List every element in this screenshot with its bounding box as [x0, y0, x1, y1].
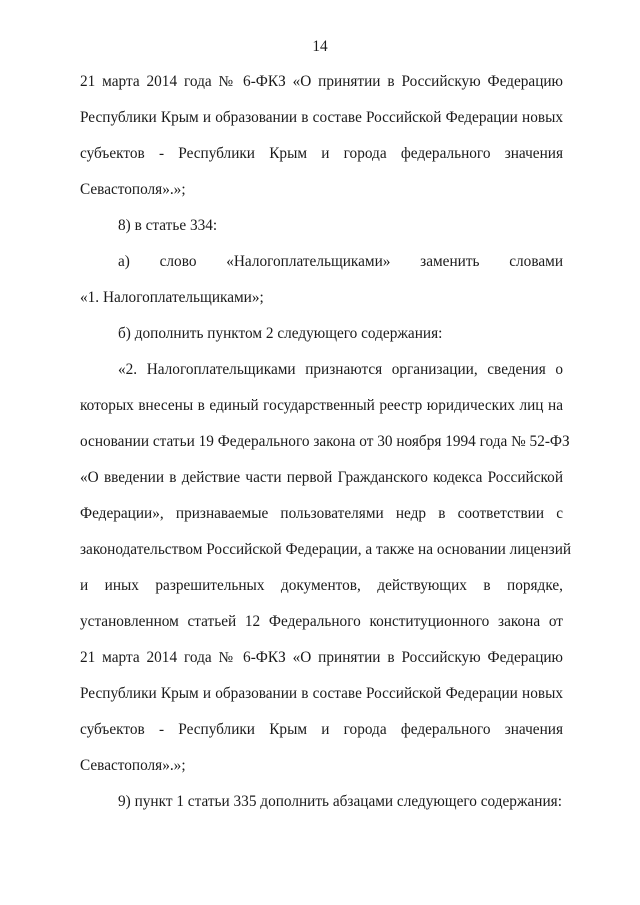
text-line: основании статьи 19 Федерального закона от 30 ноября 1994 года № 52-ФЗ — [80, 433, 570, 450]
page-number: 14 — [312, 38, 328, 55]
text-line: Севастополя».»; — [80, 181, 186, 198]
text-line: и иных разрешительных документов, действующих в порядке, — [80, 577, 563, 594]
text-line: законодательством Российской Федерации, а также на основании лицензий — [80, 541, 572, 558]
text-line: 21 марта 2014 года № 6-ФКЗ «О принятии в Российскую Федерацию — [80, 73, 563, 90]
text-line: «О введении в действие части первой Гражданского кодекса Российской — [80, 469, 563, 486]
text-line: Республики Крым и образовании в составе Российской Федерации новых — [80, 685, 563, 702]
text-line: б) дополнить пунктом 2 следующего содержания: — [118, 325, 443, 342]
text-line: 9) пункт 1 статьи 335 дополнить абзацами следующего содержания: — [118, 793, 562, 810]
text-line: установленном статьей 12 Федерального конституционного закона от — [80, 613, 563, 630]
text-line: 21 марта 2014 года № 6-ФКЗ «О принятии в Российскую Федерацию — [80, 649, 563, 666]
text-line: а) слово «Налогоплательщиками» заменить словами — [118, 253, 563, 270]
text-line: Севастополя».»; — [80, 757, 186, 774]
text-line: субъектов - Республики Крым и города федерального значения — [80, 145, 563, 162]
text-line: которых внесены в единый государственный реестр юридических лиц на — [80, 397, 563, 414]
text-line: Федерации», признаваемые пользователями недр в соответствии с — [80, 505, 563, 522]
text-line: «2. Налогоплательщиками признаются организации, сведения о — [118, 361, 563, 378]
text-line: «1. Налогоплательщиками»; — [80, 289, 264, 306]
text-line: Республики Крым и образовании в составе Российской Федерации новых — [80, 109, 563, 126]
text-line: субъектов - Республики Крым и города федерального значения — [80, 721, 563, 738]
text-line: 8) в статье 334: — [118, 217, 218, 234]
